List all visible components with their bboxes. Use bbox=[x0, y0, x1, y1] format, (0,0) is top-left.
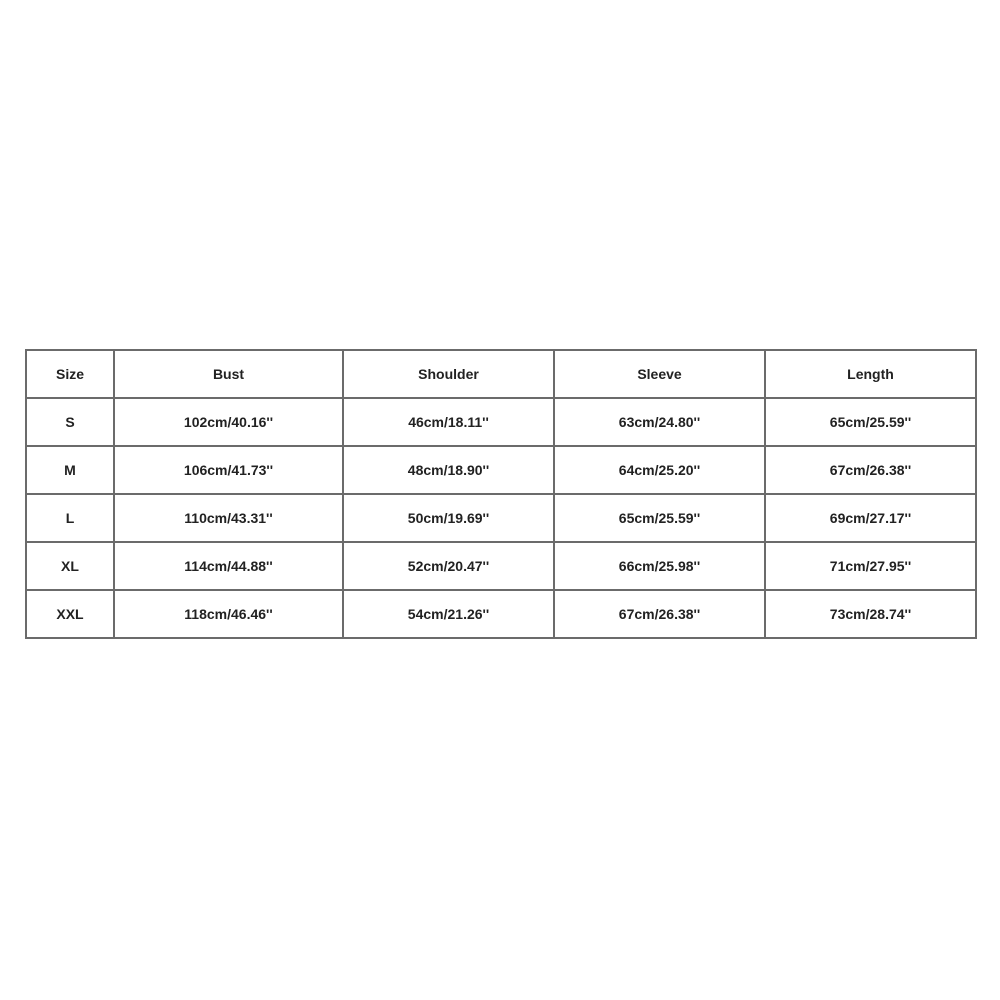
cell-size: L bbox=[26, 494, 114, 542]
header-bust: Bust bbox=[114, 350, 343, 398]
cell-shoulder: 54cm/21.26'' bbox=[343, 590, 554, 638]
cell-size: XXL bbox=[26, 590, 114, 638]
table-header-row bbox=[26, 350, 976, 398]
table-row bbox=[26, 590, 976, 638]
header-size: Size bbox=[26, 350, 114, 398]
header-sleeve: Sleeve bbox=[554, 350, 765, 398]
table-row bbox=[26, 542, 976, 590]
cell-bust: 102cm/40.16'' bbox=[114, 398, 343, 446]
cell-shoulder: 50cm/19.69'' bbox=[343, 494, 554, 542]
cell-bust: 118cm/46.46'' bbox=[114, 590, 343, 638]
size-chart-table bbox=[25, 349, 977, 639]
cell-size: S bbox=[26, 398, 114, 446]
table-row bbox=[26, 398, 976, 446]
header-shoulder: Shoulder bbox=[343, 350, 554, 398]
cell-sleeve: 63cm/24.80'' bbox=[554, 398, 765, 446]
cell-bust: 110cm/43.31'' bbox=[114, 494, 343, 542]
cell-shoulder: 52cm/20.47'' bbox=[343, 542, 554, 590]
table-row bbox=[26, 446, 976, 494]
cell-bust: 114cm/44.88'' bbox=[114, 542, 343, 590]
cell-shoulder: 48cm/18.90'' bbox=[343, 446, 554, 494]
cell-length: 67cm/26.38'' bbox=[765, 446, 976, 494]
cell-bust: 106cm/41.73'' bbox=[114, 446, 343, 494]
cell-shoulder: 46cm/18.11'' bbox=[343, 398, 554, 446]
cell-length: 71cm/27.95'' bbox=[765, 542, 976, 590]
cell-size: M bbox=[26, 446, 114, 494]
cell-sleeve: 65cm/25.59'' bbox=[554, 494, 765, 542]
table-row bbox=[26, 494, 976, 542]
cell-sleeve: 66cm/25.98'' bbox=[554, 542, 765, 590]
header-length: Length bbox=[765, 350, 976, 398]
cell-length: 73cm/28.74'' bbox=[765, 590, 976, 638]
cell-length: 69cm/27.17'' bbox=[765, 494, 976, 542]
cell-sleeve: 67cm/26.38'' bbox=[554, 590, 765, 638]
cell-sleeve: 64cm/25.20'' bbox=[554, 446, 765, 494]
cell-length: 65cm/25.59'' bbox=[765, 398, 976, 446]
cell-size: XL bbox=[26, 542, 114, 590]
